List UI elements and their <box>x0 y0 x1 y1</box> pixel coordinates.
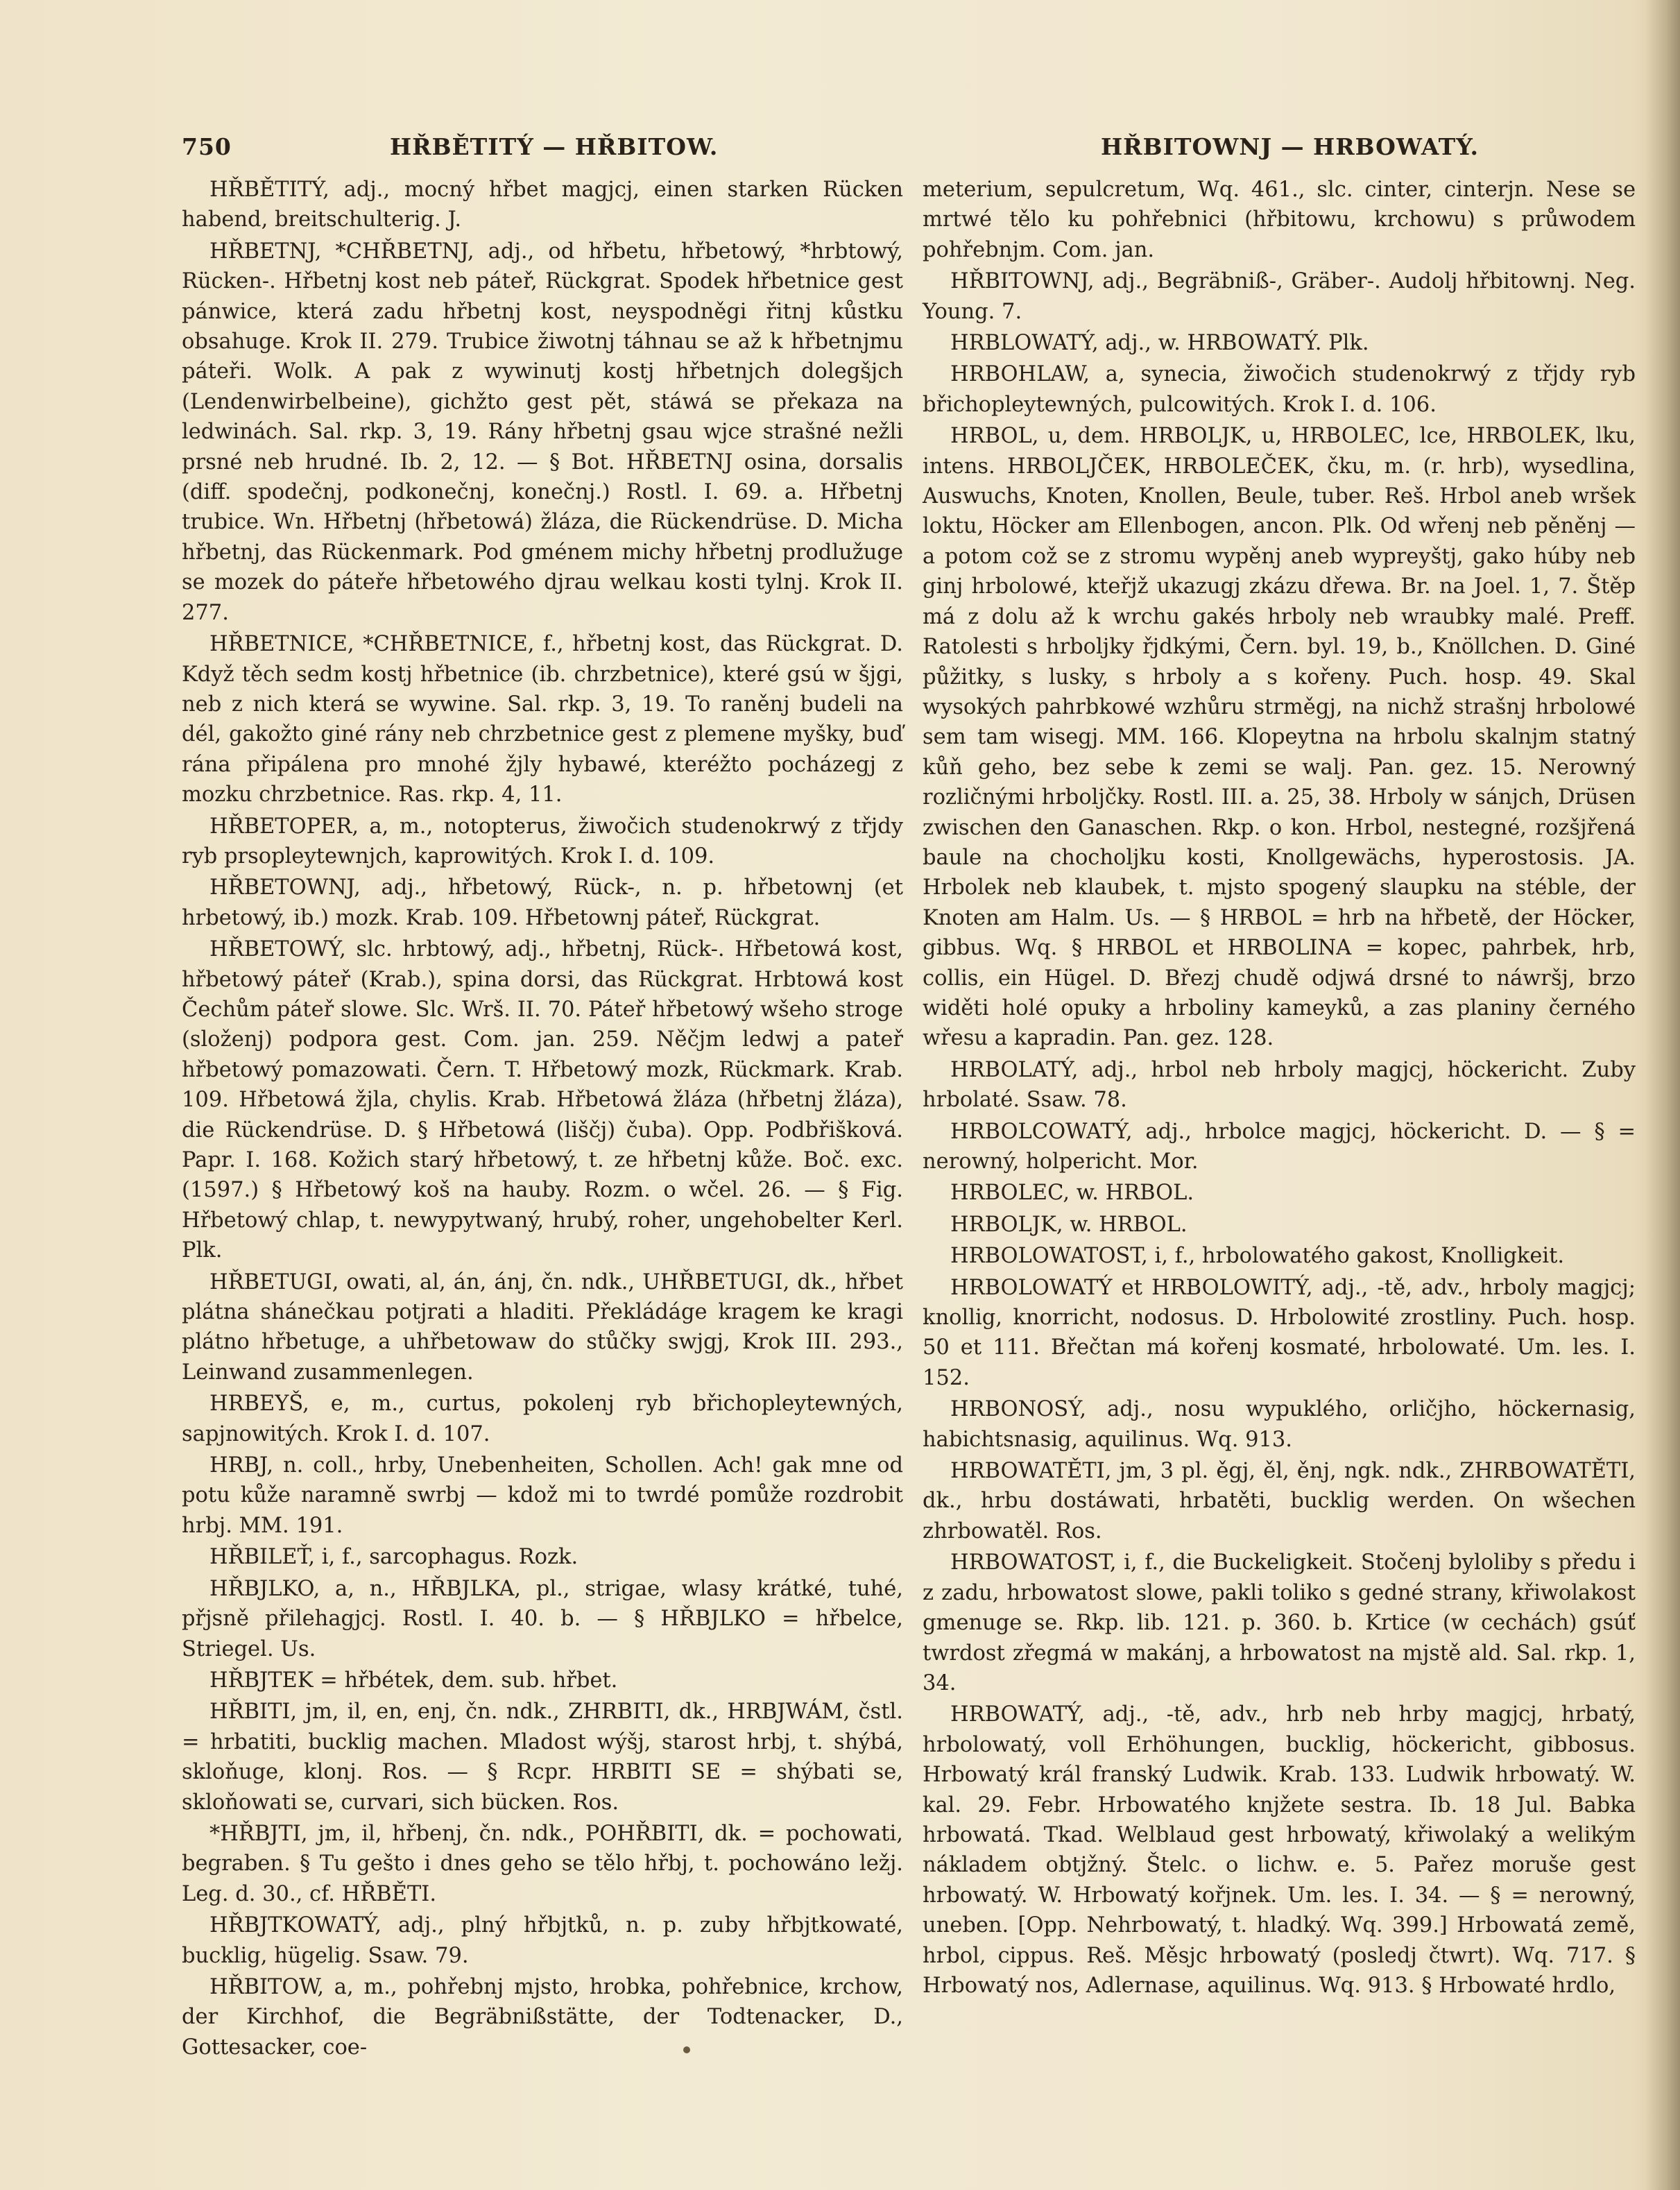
left-column <box>182 175 903 2064</box>
entry-hrbitow-continued: meterium, sepulcretum, Wq. 461., slc. cinter, cinterjn. Nese se mrtwé tělo ku pohřebnici (hřbitowu, krchowu) s průwodem pohřebnjm. Com. jan. <box>923 178 1636 262</box>
entry-hrbetnice: HŘBETNICE, *CHŘBETNICE, f., hřbetnj kost, das Rückgrat. D. Když těch sedm kostj hřbetnice (ib. chrzbetnice), které gsú w šjgi, neb z nich která se wywine. Sal. rkp. 3, 19. To raněnj budeli na dél, gakožto giné rány neb chrzbetnice gest z plemene myšky, buď rána připálena pro mnohé žjly hybawé, kteréžto pocházegj z mozku chrzbetnice. Ras. rkp. 4, 11. <box>182 632 903 807</box>
entry-hrbolec: HRBOLEC, w. HRBOL. <box>950 1181 1194 1206</box>
entry-hrbilet: HŘBILEŤ, i, f., sarcophagus. Rozk. <box>209 1545 578 1570</box>
entry-hrbolowatost: HRBOLOWATOST, i, f., hrbolowatého gakost, Knolligkeit. <box>950 1244 1565 1269</box>
entry-hrbonosy: HRBONOSÝ, adj., nosu wypuklého, orličjho, höckernasig, habichtsnasig, aquilinus. Wq. 913. <box>923 1397 1636 1452</box>
entry-hrbitow: HŘBITOW, a, m., pohřebnj mjsto, hrobka, pohřebnice, krchow, der Kirchhof, die Begräbnißstätte, der Todtenacker, D., Gottesacker, coe- <box>182 1974 903 2060</box>
entry-hrbeys: HRBEYŠ, e, m., curtus, pokolenj ryb břichopleytewných, sapjnowitých. Krok I. d. 107. <box>182 1392 903 1446</box>
entry-hrbolcowaty: HRBOLCOWATÝ, adj., hrbolce magjcj, höckericht. D. — § = nerowný, holpericht. Mor. <box>923 1119 1636 1174</box>
entry-hrbohlaw: HRBOHLAW, a, synecia, žiwočich studenokrwý z třjdy ryb břichopleytewných, pulcowitých. Krok I. d. 106. <box>923 362 1636 417</box>
entry-hrbolaty: HRBOLATÝ, adj., hrbol neb hrboly magjcj, höckericht. Zuby hrbolaté. Ssaw. 78. <box>923 1057 1636 1113</box>
entry-hrbowaty: HRBOWATÝ, adj., -tě, adv., hrb neb hrby magjcj, hrbatý, hrbolowatý, voll Erhöhungen, bucklig, höckericht, gibbosus. Hrbowatý král franský Ludwik. Krab. 133. Ludwik hrbowatý. W. kal. 29. Febr. Hrbowatého knjžete sestra. Ib. 18 Jul. Babka hrbowatá. Tkad. Welblaud gest hrbowatý, křiwolaký a welikým nákladem obtjžný. Štelc. o lichw. e. 5. Pařez moruše gest hrbowatý. W. Hrbowatý kořjnek. Um. les. I. 34. — § = nerowný, uneben. [Opp. Nehrbowatý, t. hladký. Wq. 399.] Hrbowatá země, hrbol, cippus. Reš. Měsjc hrbowatý (posledj čtwrt). Wq. 717. § Hrbowatý nos, Adlernase, aquilinus. Wq. 913. § Hrbowaté hrdlo, <box>923 1702 1636 1998</box>
entry-hrbetowy: HŘBETOWÝ, slc. hrbtowý, adj., hřbetnj, Rück-. Hřbetowá kost, hřbetowý páteř (Krab.), spina dorsi, das Rückgrat. Hrbtowá kost Čechům páteř slowe. Slc. Wrš. II. 70. Páteř hřbetowý wšeho stroge (složenj) podpora gest. Com. jan. 259. Něčjm ledwj a pateř hřbetowý pomazowati. Čern. T. Hřbetowý mozk, Rückmark. Krab. 109. Hřbetowá žjla, chylis. Krab. Hřbetowá žláza (hřbetnj žláza), die Rückendrüse. D. § Hřbetowá (liščj) čuba). Opp. Podbřišková. Papr. I. 168. Kožich starý hřbetowý, t. ze hřbetnj kůže. Boč. exc. (1597.) § Hřbetowý koš na hauby. Rozm. o wčel. 26. — § Fig. Hřbetowý chlap, t. newypytwaný, hrubý, roher, ungehobelter Kerl. Plk. <box>182 937 903 1263</box>
right-column <box>923 175 1636 2002</box>
entry-hrbetnj: HŘBETNJ, *CHŘBETNJ, adj., od hřbetu, hřbetowý, *hrbtowý, Rücken-. Hřbetnj kost neb páteř, Rückgrat. Spodek hřbetnice gest pánwice, která zadu hřbetnj kost, neyspodněgi řitnj kůstku obsahuge. Krok II. 279. Trubice žiwotnj táhnau se až k hřbetnjmu páteři. Wolk. A pak z wywinutj kostj hřbetnjch dolegšjch (Lendenwirbelbeine), gichžto gest pět, stáwá se překaza na ledwinách. Sal. rkp. 3, 19. Rány hřbetnj gsau wjce strašné nežli prsné neb hrudné. Ib. 2, 12. — § Bot. HŘBETNJ osina, dorsalis (diff. spodečnj, podkonečnj, konečnj.) Rostl. I. 69. a. Hřbetnj trubice. Wn. Hřbetnj (hřbetowá) žláza, die Rückendrüse. D. Micha hřbetnj, das Rückenmark. Pod gménem michy hřbetnj prodlužuge se mozek do páteře hřbetowého djrau welkau kosti tylnj. Krok II. 277. <box>182 239 903 625</box>
entry-hrbol: HRBOL, u, dem. HRBOLJK, u, HRBOLEC, lce, HRBOLEK, lku, intens. HRBOLJČEK, HRBOLEČEK, čku, m. (r. hrb), wysedlina, Auswuchs, Knoten, Knollen, Beule, tuber. Reš. Hrbol aneb wršek loktu, Höcker am Ellenbogen, ancon. Plk. Od wřenj neb pěněnj — a potom což se z stromu wypěnj aneb wypreyštj, gako húby neb ginj hrbolowé, kteřjž ukazugj zkázu dřewa. Br. na Joel. 1, 7. Štěp má z dolu až k wrchu gakés hrboly neb wraubky malé. Preff. Ratolesti s hrboljky řjdkými, Čern. byl. 19, b., Knöllchen. D. Giné půžitky, s lusky, s hrboly a s kořeny. Puch. hosp. 49. Skal wysokých pahrbkowé wzhůru strměgj, na nichž strašnj hrbolowé sem tam wisegj. MM. 166. Klopeytna na hrbolu skalnjm statný kůň geho, bez sebe k zemi se walj. Pan. gez. 15. Nerowný rozličnými hrboljčky. Rostl. III. a. 25, 38. Hrboly w sánjch, Drüsen zwischen den Ganaschen. Rkp. o kon. Hrbol, nestegné, rozšjřená baule na chocholjku kosti, Knollgewächs, hyperostosis. JA. Hrbolek neb klaubek, t. mjsto spogený slaupku na stéble, der Knoten am Halm. Us. — § HRBOL = hrb na hřbetě, der Höcker, gibbus. Wq. § HRBOL et HRBOLINA = kopec, pahrbek, hrb, collis, ein Hügel. D. Březj chudě odjwá drsné to náwršj, brzo widěti holé opuky a hrboliny kameyků, a zas planiny černého wřesu a kapradin. Pan. gez. 128. <box>923 424 1636 1051</box>
entry-hrbjtkowaty: HŘBJTKOWATÝ, adj., plný hřbjtků, n. p. zuby hřbjtkowaté, bucklig, hügelig. Ssaw. 79. <box>182 1913 903 1968</box>
left-running-head: HŘBĚTITÝ — HŘBITOW. <box>390 133 719 160</box>
entry-hrbetoper: HŘBETOPER, a, m., notopterus, žiwočich studenokrwý z třjdy ryb prsopleytewnjch, kaprowitých. Krok I. d. 109. <box>182 814 903 869</box>
page-header <box>182 133 1625 175</box>
entry-hrbetownj: HŘBETOWNJ, adj., hřbetowý, Rück-, n. p. hřbetownj (et hrbetowý, ib.) mozk. Krab. 109. Hřbetownj páteř, Rückgrat. <box>182 875 903 930</box>
ink-speck <box>683 2046 690 2053</box>
entry-hrbetity: HŘBĚTITÝ, adj., mocný hřbet magjcj, einen starken Rücken habend, breitschulterig. J. <box>182 178 903 232</box>
page-number: 750 <box>182 133 232 160</box>
entry-hrbitownj: HŘBITOWNJ, adj., Begräbniß-, Gräber-. Audolj hřbitownj. Neg. Young. 7. <box>923 269 1636 324</box>
entry-hrbjti: *HŘBJTI, jm, il, hřbenj, čn. ndk., POHŘBITI, dk. = pochowati, begraben. § Tu gešto i dnes geho se tělo hřbj, t. pochowáno ležj. Leg. d. 30., cf. HŘBĚTI. <box>182 1821 903 1906</box>
right-running-head: HŘBITOWNJ — HRBOWATÝ. <box>1101 133 1480 160</box>
entry-hrbjlko: HŘBJLKO, a, n., HŘBJLKA, pl., strigae, wlasy krátké, tuhé, přjsně přilehagjcj. Rostl. I. 40. b. — § HŘBJLKO = hřbelce, Striegel. Us. <box>182 1576 903 1661</box>
entry-hrbetugi: HŘBETUGI, owati, al, án, ánj, čn. ndk., UHŘBETUGI, dk., hřbet plátna shánečkau potjrati a hladiti. Překládáge kragem ke kragi plátno hřbetuge, a uhřbetowaw do stůčky swjgj, Krok III. 293., Leinwand zusammenlegen. <box>182 1269 903 1385</box>
entry-hrblowaty: HRBLOWATÝ, adj., w. HRBOWATÝ. Plk. <box>950 331 1369 356</box>
entry-hrbjtek: HŘBJTEK = hřbétek, dem. sub. hřbet. <box>209 1668 618 1693</box>
entry-hrboljk: HRBOLJK, w. HRBOL. <box>950 1212 1188 1237</box>
entry-hrbolowaty: HRBOLOWATÝ et HRBOLOWITÝ, adj., -tě, adv., hrboly magjcj; knollig, knorricht, nodosus. D. Hrbolowité zrostliny. Puch. hosp. 50 et 111. Břečtan má kořenj kosmaté, hrbolowaté. Um. les. I. 152. <box>923 1275 1636 1390</box>
entry-hrbowateti: HRBOWATĚTI, jm, 3 pl. ěgj, ěl, ěnj, ngk. ndk., ZHRBOWATĚTI, dk., hrbu dostáwati, hrbatěti, bucklig werden. On wšechen zhrbowatěl. Ros. <box>923 1459 1636 1543</box>
entry-hrbiti: HŘBITI, jm, il, en, enj, čn. ndk., ZHRBITI, dk., HRBJWÁM, čstl. = hrbatiti, bucklig machen. Mladost wýšj, starost hrbj, t. shýbá, skloňuge, klonj. Ros. — § Rcpr. HRBITI SE = shýbati se, skloňowati se, curvari, sich bücken. Ros. <box>182 1700 903 1815</box>
page-edge-shadow <box>1645 0 1680 2190</box>
entry-hrbj: HRBJ, n. coll., hrby, Unebenheiten, Schollen. Ach! gak mne od potu kůže naramně swrbj — kdož mi to twrdé pomůže rozdrobit hrbj. MM. 191. <box>182 1453 903 1538</box>
entry-hrbowatost: HRBOWATOST, i, f., die Buckeligkeit. Stočenj byloliby s předu i z zadu, hrbowatost slowe, pakli toliko s gedné strany, křiwolakost gmenuge se. Rkp. lib. 121. p. 360. b. Krtice (w cechách) gsúť twrdost zřegmá w makánj, a hrbowatost na mjstě ald. Sal. rkp. 1, 34. <box>923 1550 1636 1695</box>
